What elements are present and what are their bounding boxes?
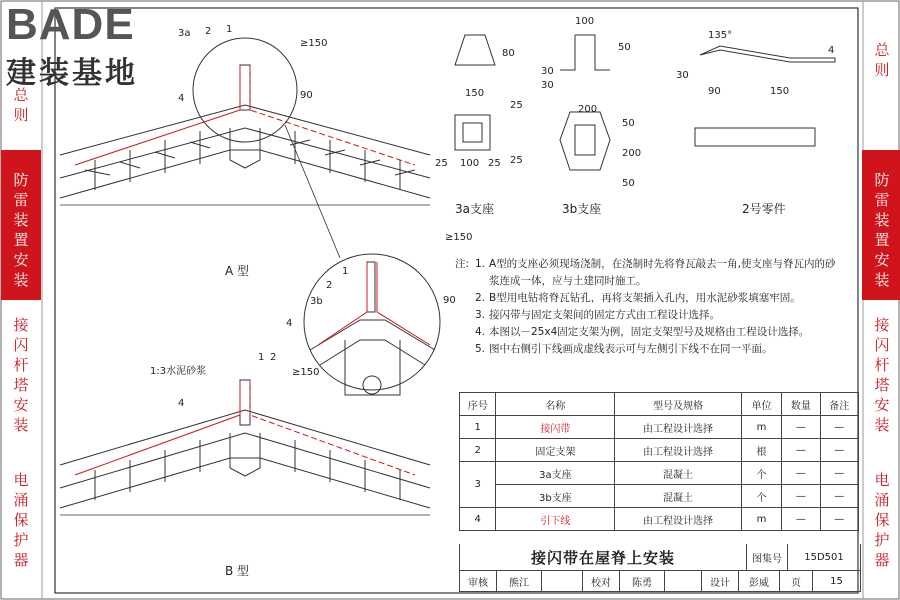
table-header-row: [460, 393, 859, 416]
note-text: B型用电钻将脊瓦钻孔，再将支架插入孔内，用水泥砂浆填塞牢固。: [489, 292, 801, 304]
dim-label: 90: [443, 295, 456, 306]
table-header: 数量: [782, 393, 820, 416]
page-number: 15: [830, 575, 843, 587]
dim-label: 4: [828, 45, 835, 56]
dim-label: 50: [622, 118, 635, 129]
atlas-number: 15D501: [787, 544, 860, 570]
callout-tag: 1: [226, 24, 233, 35]
dim-label: 30: [541, 66, 554, 77]
table-cell: 个: [741, 462, 781, 485]
note-text: 浆连成一体，应与土建同时施工。: [489, 275, 647, 287]
table-cell: —: [820, 439, 858, 462]
detail-circle-b: [304, 254, 440, 390]
review-label: 审核: [460, 571, 497, 591]
dim-label: 50: [618, 42, 631, 53]
callout-tag: 2: [205, 26, 212, 37]
note-num: 4.: [475, 326, 486, 338]
drawing-title: 接闪带在屋脊上安装: [530, 548, 675, 567]
dim-label: 80: [502, 48, 515, 59]
table-cell: 接闪带: [496, 416, 615, 439]
table-cell: 由工程设计选择: [615, 508, 742, 531]
note-text: 接闪带与固定支架间的固定方式由工程设计选择。: [489, 309, 720, 321]
table-cell: —: [782, 439, 820, 462]
design-label: 设计: [702, 571, 739, 591]
table-cell: m: [741, 416, 781, 439]
brand-logo: BADE: [6, 0, 135, 49]
dim-label: 200: [578, 104, 598, 115]
table-cell: 引下线: [496, 508, 615, 531]
left-tab-lightning[interactable]: 防 雷 装 置 安 装: [1, 150, 41, 300]
sign-block: [459, 571, 861, 592]
table-cell: —: [820, 508, 858, 531]
check-label: 校对: [583, 571, 620, 591]
callout-tag: 2: [326, 280, 333, 291]
type-b-label: B 型: [225, 564, 250, 578]
check-name: 陈勇: [620, 571, 665, 591]
design-name: 彭威: [739, 571, 780, 591]
dim-label: 100: [460, 158, 480, 169]
callout-tag: 4: [178, 398, 185, 409]
callout-tag: 4: [178, 93, 185, 104]
brand-subtitle: 建装基地: [6, 56, 138, 91]
dim-label: 25: [488, 158, 501, 169]
table-row: [460, 416, 859, 439]
table-cell: —: [782, 485, 820, 508]
left-tab-surge[interactable]: 电 涌 保 护 器: [13, 471, 29, 569]
dim-label: ≥150: [292, 367, 320, 378]
dim-label: 30: [676, 70, 689, 81]
callout-tag: 3b: [310, 296, 323, 307]
table-cell: 混凝土: [615, 485, 742, 508]
dim-label: 100: [575, 16, 595, 27]
left-tab-general[interactable]: 总 则: [13, 86, 29, 124]
right-tab-general[interactable]: 总 则: [874, 41, 890, 79]
dim-label: 25: [435, 158, 448, 169]
table-header: 名称: [496, 393, 615, 416]
atlas-label: 图集号: [746, 544, 787, 570]
table-cell: 个: [741, 485, 781, 508]
right-tab-rod[interactable]: 接 闪 杆 塔 安 装: [874, 316, 890, 434]
table-cell: —: [782, 416, 820, 439]
table-row: [460, 485, 859, 508]
table-header: 备注: [820, 393, 858, 416]
callout-tag: 4: [286, 318, 293, 329]
table-row: [460, 439, 859, 462]
dim-label: 30: [541, 80, 554, 91]
table-cell: —: [820, 462, 858, 485]
notes-block: [455, 256, 855, 358]
leader-line: [285, 125, 340, 258]
dim-label: 50: [622, 178, 635, 189]
table-row: [460, 508, 859, 531]
dim-label: 135°: [708, 30, 733, 41]
mortar-label: 1:3水泥砂浆: [150, 366, 207, 377]
dim-label: 90: [300, 90, 313, 101]
table-cell: 固定支架: [496, 439, 615, 462]
note-text: A型的支座必须现场浇制，在浇制时先将脊瓦敲去一角,使支座与脊瓦内的砂: [489, 258, 836, 270]
type-a-label: A 型: [225, 264, 250, 278]
dim-label: 150: [465, 88, 485, 99]
table-header: 单位: [741, 393, 781, 416]
note-num: [475, 273, 489, 290]
table-cell: 由工程设计选择: [615, 416, 742, 439]
dim-label: 25: [510, 100, 523, 111]
parts-table: [459, 392, 859, 531]
part-2-label: 2号零件: [742, 202, 786, 216]
table-header: 序号: [460, 393, 496, 416]
page-label: 页: [780, 571, 813, 591]
table-cell: —: [782, 462, 820, 485]
support-3b-label: 3b支座: [562, 202, 602, 216]
check-signature: [665, 571, 702, 591]
table-cell: m: [741, 508, 781, 531]
table-cell: 3: [460, 462, 496, 508]
table-cell: 2: [460, 439, 496, 462]
table-cell: 4: [460, 508, 496, 531]
table-cell: 3b支座: [496, 485, 615, 508]
table-cell: 1: [460, 416, 496, 439]
title-block: [459, 544, 861, 571]
detail-b-strap: [318, 262, 430, 345]
right-tab-lightning[interactable]: 防 雷 装 置 安 装: [862, 150, 900, 300]
review-name: 熊江: [497, 571, 542, 591]
dim-label: 90: [708, 86, 721, 97]
review-signature: [542, 571, 583, 591]
note-num: 2.: [475, 292, 486, 304]
type-b-roof: [60, 380, 430, 508]
notes-label: 注:: [455, 258, 470, 270]
table-cell: 由工程设计选择: [615, 439, 742, 462]
table-cell: 3a支座: [496, 462, 615, 485]
table-cell: —: [820, 416, 858, 439]
callout-tag: 3a: [178, 28, 191, 39]
dim-label: 200: [622, 148, 642, 159]
table-header: 型号及规格: [615, 393, 742, 416]
note-num: 5.: [475, 343, 486, 355]
callout-tag: 2: [270, 352, 277, 363]
table-cell: 根: [741, 439, 781, 462]
callout-tag: 1: [342, 266, 349, 277]
left-tab-rod[interactable]: 接 闪 杆 塔 安 装: [13, 316, 29, 434]
dim-label: 25: [510, 155, 523, 166]
note-num: 3.: [475, 309, 486, 321]
dim-label: ≥150: [445, 232, 473, 243]
note-text: 图中右侧引下线画成虚线表示可与左侧引下线不在同一平面。: [489, 343, 773, 355]
detail-circle-a: [193, 38, 297, 142]
support-3a-label: 3a支座: [455, 202, 494, 216]
table-cell: —: [782, 508, 820, 531]
dim-label: 150: [770, 86, 790, 97]
note-text: 本图以－25x4固定支架为例，固定支架型号及规格由工程设计选择。: [489, 326, 810, 338]
table-row: [460, 462, 859, 485]
table-cell: —: [820, 485, 858, 508]
table-cell: 混凝土: [615, 462, 742, 485]
callout-tag: 1: [258, 352, 265, 363]
note-num: 1.: [475, 258, 486, 270]
dim-label: ≥150: [300, 38, 328, 49]
right-tab-surge[interactable]: 电 涌 保 护 器: [874, 471, 890, 569]
